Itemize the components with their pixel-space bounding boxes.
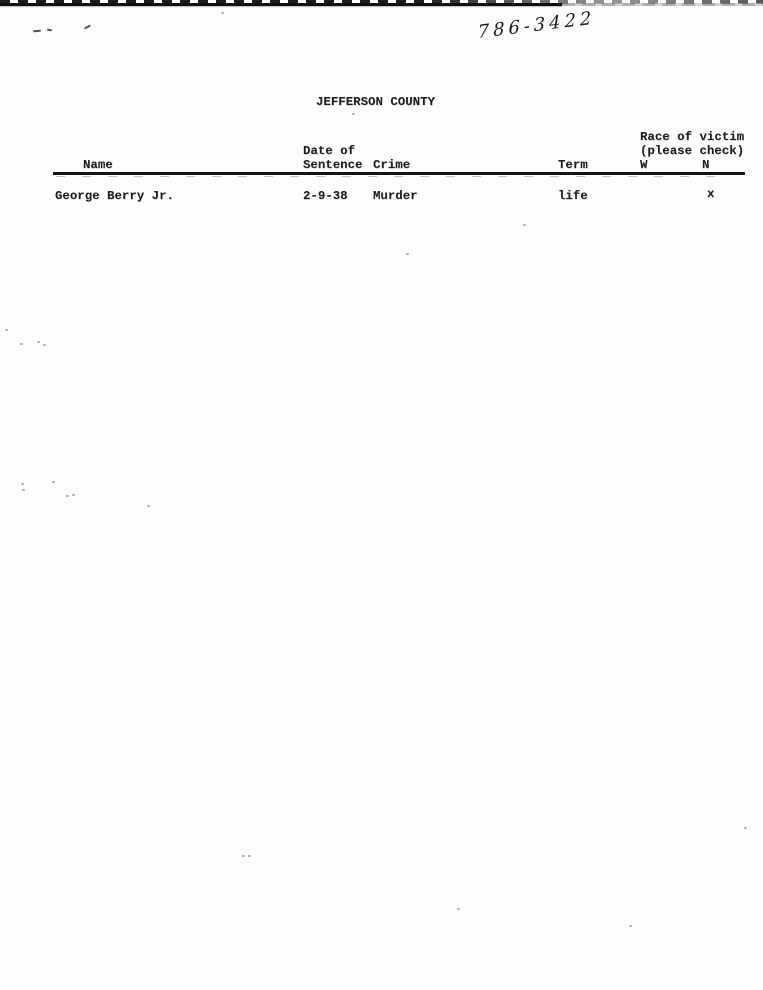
scan-speck — [457, 908, 460, 910]
column-header-race-line2: (please check) — [640, 144, 745, 158]
scan-edge-line — [0, 3, 562, 6]
table-header-rule-fringe — [56, 176, 716, 177]
table-header-rule — [53, 172, 745, 175]
scan-speck — [406, 253, 409, 255]
column-header-date-line2: Sentence — [303, 158, 363, 172]
page-title: JEFFERSON COUNTY — [316, 95, 435, 109]
scan-speck — [629, 925, 632, 927]
scan-speck — [242, 855, 245, 857]
scan-speck — [43, 344, 46, 346]
scan-speck — [523, 224, 526, 226]
pen-mark — [33, 30, 41, 33]
scan-speck — [22, 489, 25, 491]
handwritten-number: 786-3422 — [477, 7, 596, 43]
cell-n-check: x — [707, 187, 715, 201]
column-header-n: N — [702, 158, 710, 172]
scan-speck — [21, 483, 24, 485]
column-header-term: Term — [558, 158, 588, 172]
scan-speck — [147, 505, 150, 507]
scan-speck — [248, 855, 251, 857]
cell-crime: Murder — [373, 189, 418, 203]
cell-date-of-sentence: 2-9-38 — [303, 189, 348, 203]
column-header-w: W — [640, 158, 648, 172]
scan-speck — [52, 481, 55, 483]
scan-speck — [5, 329, 8, 331]
column-header-date-line1: Date of — [303, 144, 356, 158]
scan-speck — [744, 827, 747, 829]
scan-edge-line-fade — [562, 3, 763, 6]
scan-speck — [72, 494, 75, 496]
column-header-crime: Crime — [373, 158, 411, 172]
cell-term: life — [558, 189, 588, 203]
scan-speck — [37, 341, 40, 343]
scan-speck — [352, 113, 355, 115]
scan-speck — [20, 343, 23, 345]
cell-name: George Berry Jr. — [55, 189, 174, 203]
pen-mark — [47, 29, 52, 32]
scan-speck — [66, 495, 69, 497]
pen-mark — [84, 24, 91, 29]
column-header-race-line1: Race of victim — [640, 130, 745, 144]
column-header-name: Name — [83, 158, 113, 172]
scan-speck — [221, 12, 224, 14]
